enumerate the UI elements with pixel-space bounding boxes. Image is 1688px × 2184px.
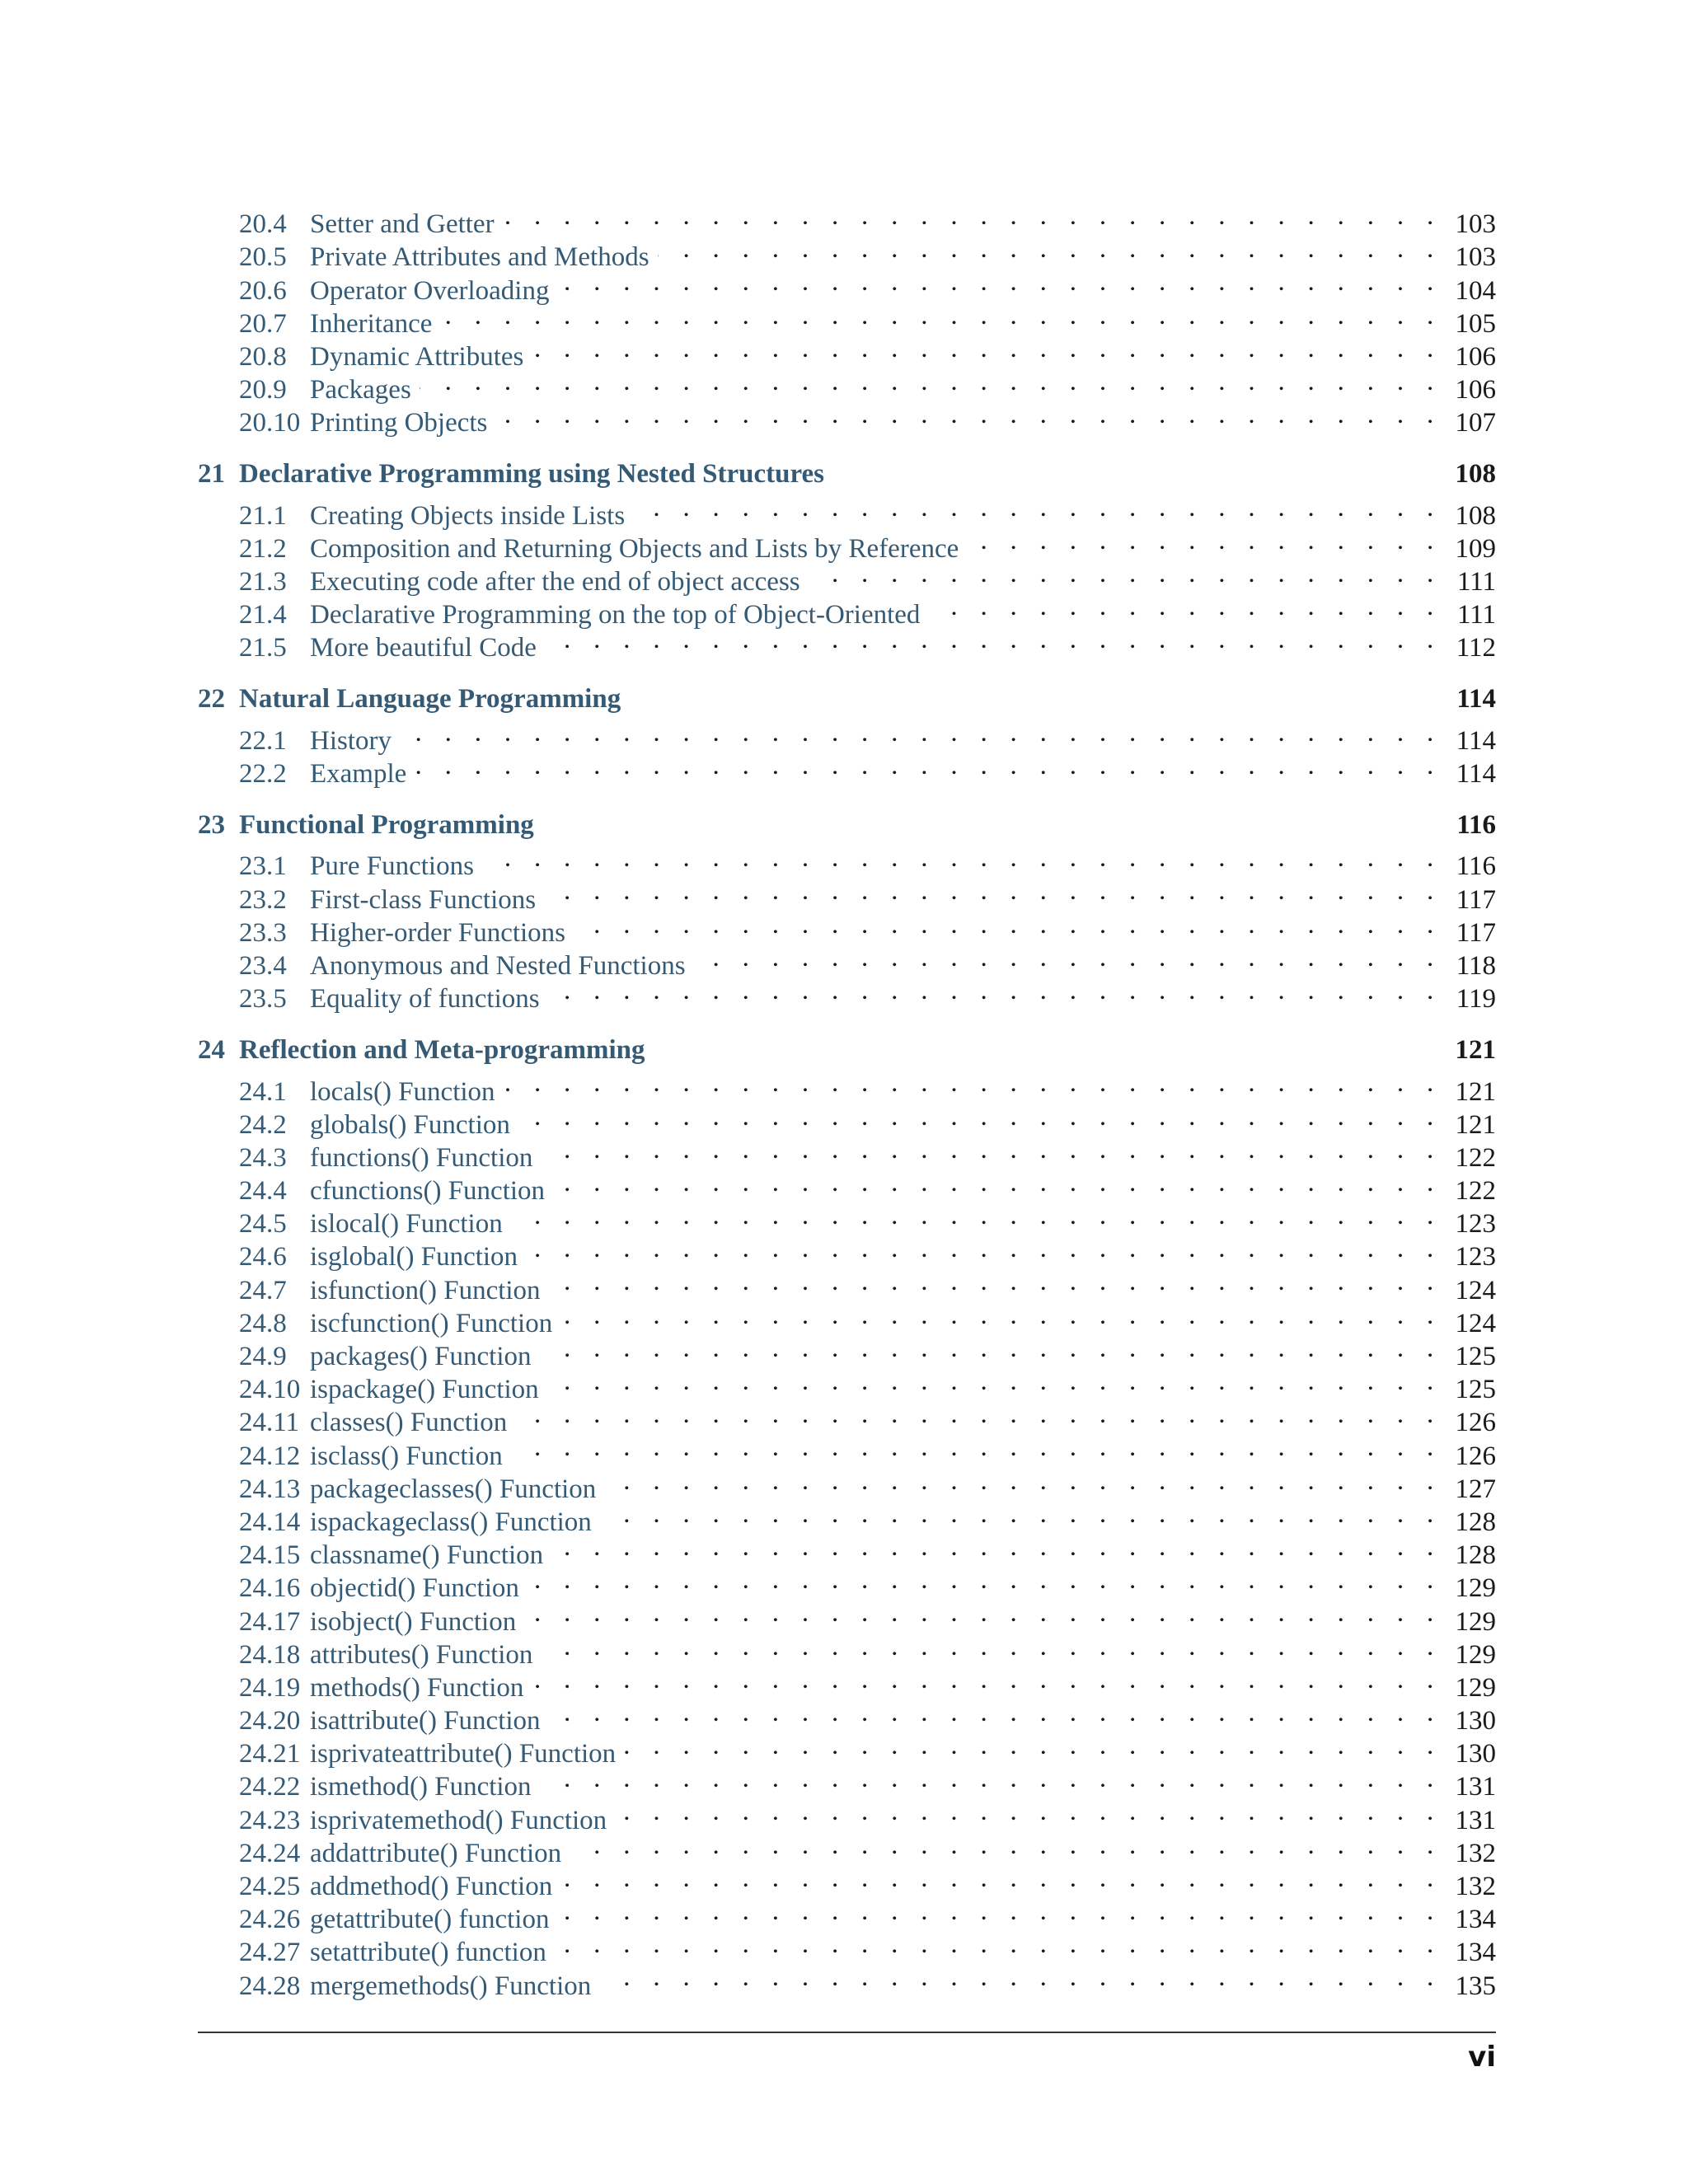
- section-number: 20.6: [239, 275, 287, 306]
- section-page-number: 111: [1456, 567, 1496, 598]
- dot-leader: [482, 841, 1442, 874]
- section-number: 24.6: [239, 1242, 287, 1272]
- section-title-link[interactable]: functions() Function: [310, 1142, 533, 1173]
- section-page-number: 121: [1455, 1076, 1496, 1107]
- dot-leader: [526, 1232, 1442, 1265]
- section-page-number: 112: [1456, 633, 1496, 663]
- section-title-link[interactable]: isclass() Function: [310, 1441, 503, 1471]
- section-title-link[interactable]: Private Attributes and Methods: [310, 242, 649, 273]
- toc-section-entry[interactable]: [198, 1066, 1496, 1107]
- section-number: 24.23: [239, 1805, 301, 1835]
- toc-chapter-entry[interactable]: [198, 682, 1496, 715]
- section-number: 24.21: [239, 1739, 301, 1769]
- toc-chapter: [198, 1033, 1496, 2001]
- section-number: 23.2: [239, 884, 287, 915]
- section-page-number: 129: [1455, 1672, 1496, 1703]
- section-title-link[interactable]: isglobal() Function: [310, 1242, 518, 1272]
- section-title-link[interactable]: isfunction() Function: [310, 1275, 541, 1305]
- section-number: 21.2: [239, 533, 287, 564]
- section-number: 24.1: [239, 1076, 287, 1107]
- toc-chapter: [198, 682, 1496, 789]
- section-number: 24.13: [239, 1474, 301, 1504]
- section-page-number: 128: [1455, 1507, 1496, 1537]
- section-page-number: 108: [1455, 500, 1496, 531]
- section-page-number: 107: [1455, 408, 1496, 438]
- section-number: 20.10: [239, 408, 301, 438]
- section-title-link[interactable]: cfunctions() Function: [310, 1176, 546, 1207]
- chapter-number: 23: [198, 810, 225, 840]
- section-title-link[interactable]: History: [310, 725, 392, 756]
- section-title-link[interactable]: packageclasses() Function: [310, 1474, 597, 1504]
- section-page-number: 119: [1456, 984, 1496, 1015]
- section-title-link[interactable]: More beautiful Code: [310, 633, 537, 663]
- section-number: 24.24: [239, 1838, 301, 1868]
- section-title-link[interactable]: Higher-order Functions: [310, 917, 566, 948]
- section-page-number: 132: [1455, 1838, 1496, 1868]
- section-number: 24.3: [239, 1142, 287, 1173]
- section-page-number: 103: [1455, 242, 1496, 273]
- section-number: 23.1: [239, 851, 287, 882]
- chapter-page-number: 121: [1455, 1035, 1496, 1066]
- toc-section-entry[interactable]: [198, 749, 1496, 789]
- section-number: 20.5: [239, 242, 287, 273]
- section-page-number: 114: [1456, 759, 1496, 789]
- dot-leader: [549, 1696, 1442, 1729]
- dot-leader: [633, 491, 1442, 524]
- section-number: 21.5: [239, 633, 287, 663]
- section-title-link[interactable]: Packages: [310, 375, 411, 405]
- section-number: 24.10: [239, 1375, 301, 1405]
- section-page-number: 132: [1455, 1872, 1496, 1901]
- dot-leader: [549, 1265, 1442, 1298]
- dot-leader: [515, 1398, 1442, 1431]
- chapter-title-link[interactable]: Reflection and Meta-programming: [239, 1035, 645, 1066]
- section-page-number: 114: [1456, 725, 1496, 756]
- section-title-link[interactable]: globals() Function: [310, 1109, 510, 1140]
- section-page-number: 135: [1455, 1971, 1496, 2001]
- section-page-number: 109: [1455, 533, 1496, 564]
- section-number: 24.4: [239, 1176, 287, 1207]
- section-number: 23.5: [239, 984, 287, 1015]
- section-page-number: 131: [1455, 1772, 1496, 1802]
- dot-leader: [551, 1530, 1442, 1563]
- toc-section-entry[interactable]: [198, 491, 1496, 531]
- section-title-link[interactable]: iscfunction() Function: [310, 1308, 553, 1338]
- section-page-number: 134: [1455, 1938, 1496, 1968]
- section-page-number: 129: [1455, 1573, 1496, 1604]
- section-number: 24.5: [239, 1209, 287, 1240]
- section-page-number: 103: [1455, 209, 1496, 240]
- section-number: 24.18: [239, 1639, 301, 1670]
- footer-page-number: vi: [1468, 2041, 1496, 2074]
- chapter-number: 22: [198, 684, 225, 715]
- section-number: 24.11: [239, 1408, 300, 1438]
- dot-leader: [528, 1563, 1442, 1596]
- section-page-number: 121: [1455, 1109, 1496, 1140]
- dot-leader: [928, 590, 1442, 623]
- section-number: 23.3: [239, 917, 287, 948]
- section-title-link[interactable]: Operator Overloading: [310, 275, 550, 306]
- dot-leader: [555, 1928, 1442, 1961]
- section-page-number: 106: [1455, 341, 1496, 372]
- section-title-link[interactable]: isprivatemethod() Function: [310, 1805, 607, 1835]
- section-title-link[interactable]: attributes() Function: [310, 1639, 533, 1670]
- section-title-link[interactable]: Printing Objects: [310, 408, 488, 438]
- dot-leader: [532, 1663, 1442, 1696]
- section-title-link[interactable]: getattribute() function: [310, 1905, 550, 1935]
- section-title-link[interactable]: isattribute() Function: [310, 1706, 541, 1736]
- section-page-number: 123: [1455, 1209, 1496, 1240]
- dot-leader: [504, 1066, 1442, 1099]
- toc-chapter-entry[interactable]: [198, 808, 1496, 841]
- dot-leader: [544, 874, 1442, 907]
- section-title-link[interactable]: setattribute() function: [310, 1938, 546, 1968]
- section-page-number: 125: [1455, 1375, 1496, 1405]
- section-number: 20.8: [239, 341, 287, 372]
- section-number: 24.2: [239, 1109, 287, 1140]
- dot-leader: [615, 1795, 1442, 1828]
- section-number: 21.3: [239, 567, 287, 598]
- chapter-page-number: 116: [1456, 810, 1496, 840]
- dot-leader: [420, 365, 1442, 398]
- dot-leader: [600, 1497, 1442, 1530]
- section-title-link[interactable]: Anonymous and Nested Functions: [310, 950, 686, 981]
- section-title-link[interactable]: objectid() Function: [310, 1573, 519, 1604]
- dot-leader: [658, 232, 1442, 265]
- dot-leader: [541, 1133, 1442, 1166]
- dot-leader: [624, 1729, 1442, 1762]
- section-number: 24.25: [239, 1872, 301, 1901]
- dot-leader: [967, 524, 1442, 557]
- dot-leader: [545, 623, 1442, 656]
- section-number: 22.1: [239, 725, 287, 756]
- section-number: 24.7: [239, 1275, 287, 1305]
- section-page-number: 117: [1456, 884, 1496, 915]
- chapter-page-number: 108: [1455, 459, 1496, 490]
- section-title-link[interactable]: Composition and Returning Objects and Lists by Reference: [310, 533, 959, 564]
- section-number: 24.12: [239, 1441, 301, 1471]
- section-number: 24.28: [239, 1971, 301, 2001]
- dot-leader: [532, 332, 1442, 365]
- section-title-link[interactable]: ispackageclass() Function: [310, 1507, 592, 1537]
- section-number: 24.15: [239, 1540, 301, 1571]
- dot-leader: [518, 1100, 1442, 1133]
- section-page-number: 122: [1455, 1142, 1496, 1173]
- dot-leader: [553, 1166, 1442, 1199]
- section-page-number: 117: [1456, 917, 1496, 948]
- dot-leader: [511, 1431, 1442, 1464]
- section-title-link[interactable]: isprivateattribute() Function: [310, 1739, 617, 1769]
- toc-section-entry[interactable]: [198, 716, 1496, 756]
- section-number: 24.19: [239, 1672, 301, 1703]
- section-number: 24.16: [239, 1573, 301, 1604]
- section-number: 24.9: [239, 1342, 287, 1371]
- toc-chapter-entry[interactable]: [198, 457, 1496, 490]
- toc-chapter-entry[interactable]: [198, 1033, 1496, 1066]
- section-title-link[interactable]: First-class Functions: [310, 884, 537, 915]
- dot-leader: [524, 1596, 1442, 1629]
- section-page-number: 128: [1455, 1540, 1496, 1571]
- section-page-number: 116: [1456, 851, 1496, 882]
- section-page-number: 111: [1456, 600, 1496, 630]
- section-number: 24.22: [239, 1772, 301, 1802]
- section-number: 24.17: [239, 1606, 301, 1637]
- section-page-number: 134: [1455, 1905, 1496, 1935]
- section-page-number: 130: [1455, 1706, 1496, 1736]
- section-page-number: 123: [1455, 1242, 1496, 1272]
- dot-leader: [570, 1829, 1442, 1862]
- table-of-contents: [198, 199, 1496, 2001]
- dot-leader: [560, 1862, 1442, 1895]
- section-title-link[interactable]: isobject() Function: [310, 1606, 517, 1637]
- section-number: 20.4: [239, 209, 287, 240]
- dot-leader: [540, 1332, 1442, 1365]
- dot-leader: [574, 908, 1442, 941]
- dot-leader: [599, 1961, 1442, 1994]
- chapter-title-link[interactable]: Natural Language Programming: [239, 684, 621, 715]
- dot-leader: [415, 749, 1442, 782]
- section-number: 23.4: [239, 950, 287, 981]
- section-title-link[interactable]: classes() Function: [310, 1408, 508, 1438]
- section-title-link[interactable]: addmethod() Function: [310, 1872, 553, 1901]
- section-page-number: 122: [1455, 1176, 1496, 1207]
- section-number: 24.14: [239, 1507, 301, 1537]
- dot-leader: [560, 1299, 1442, 1332]
- section-page-number: 124: [1455, 1308, 1496, 1338]
- section-title-link[interactable]: ispackage() Function: [310, 1375, 539, 1405]
- toc-chapter: [198, 808, 1496, 1015]
- dot-leader: [547, 1365, 1442, 1398]
- dot-leader: [400, 716, 1442, 749]
- section-number: 24.26: [239, 1905, 301, 1935]
- section-page-number: 125: [1455, 1342, 1496, 1371]
- toc-section-entry[interactable]: [198, 199, 1496, 240]
- section-title-link[interactable]: Example: [310, 759, 407, 789]
- section-page-number: 118: [1456, 950, 1496, 981]
- dot-leader: [503, 199, 1442, 232]
- section-page-number: 129: [1455, 1606, 1496, 1637]
- section-number: 24.27: [239, 1938, 301, 1968]
- section-title-link[interactable]: Inheritance: [310, 308, 433, 339]
- section-page-number: 105: [1455, 308, 1496, 339]
- section-number: 24.8: [239, 1308, 287, 1338]
- chapter-title-link[interactable]: Declarative Programming using Nested Structures: [239, 459, 824, 490]
- section-page-number: 104: [1455, 275, 1496, 306]
- section-title-link[interactable]: islocal() Function: [310, 1209, 503, 1240]
- section-title-link[interactable]: addattribute() Function: [310, 1838, 562, 1868]
- section-number: 20.9: [239, 375, 287, 405]
- dot-leader: [540, 1762, 1442, 1795]
- section-title-link[interactable]: Setter and Getter: [310, 209, 495, 240]
- section-number: 24.20: [239, 1706, 301, 1736]
- dot-leader: [511, 1199, 1442, 1232]
- section-number: 20.7: [239, 308, 287, 339]
- dot-leader: [557, 1895, 1442, 1928]
- section-title-link[interactable]: methods() Function: [310, 1672, 524, 1703]
- footer-rule: [198, 2032, 1496, 2033]
- section-title-link[interactable]: Creating Objects inside Lists: [310, 500, 626, 531]
- section-page-number: 126: [1455, 1408, 1496, 1438]
- dot-leader: [604, 1465, 1442, 1497]
- toc-chapter: [198, 199, 1496, 438]
- dot-leader: [495, 398, 1442, 431]
- section-page-number: 127: [1455, 1474, 1496, 1504]
- dot-leader: [541, 1630, 1442, 1663]
- section-number: 21.1: [239, 500, 287, 531]
- section-title-link[interactable]: Executing code after the end of object access: [310, 567, 800, 598]
- section-page-number: 126: [1455, 1441, 1496, 1471]
- section-page-number: 124: [1455, 1275, 1496, 1305]
- section-title-link[interactable]: Equality of functions: [310, 984, 540, 1015]
- dot-leader: [548, 974, 1442, 1007]
- dot-leader: [557, 265, 1442, 298]
- section-title-link[interactable]: Dynamic Attributes: [310, 341, 524, 372]
- section-title-link[interactable]: mergemethods() Function: [310, 1971, 592, 2001]
- section-title-link[interactable]: ismethod() Function: [310, 1772, 532, 1802]
- section-title-link[interactable]: Pure Functions: [310, 851, 474, 882]
- dot-leader: [694, 941, 1442, 974]
- section-number: 21.4: [239, 600, 287, 630]
- section-page-number: 106: [1455, 375, 1496, 405]
- section-title-link[interactable]: packages() Function: [310, 1342, 532, 1371]
- section-page-number: 130: [1455, 1739, 1496, 1769]
- section-title-link[interactable]: Declarative Programming on the top of Object-Oriented: [310, 600, 921, 630]
- chapter-number: 21: [198, 459, 225, 490]
- dot-leader: [440, 299, 1442, 332]
- dot-leader: [809, 557, 1442, 590]
- section-title-link[interactable]: locals() Function: [310, 1076, 495, 1107]
- section-title-link[interactable]: classname() Function: [310, 1540, 544, 1571]
- chapter-title-link[interactable]: Functional Programming: [239, 810, 534, 840]
- section-number: 22.2: [239, 759, 287, 789]
- toc-section-entry[interactable]: [198, 841, 1496, 882]
- chapter-page-number: 114: [1456, 684, 1496, 715]
- toc-chapter: [198, 457, 1496, 663]
- section-page-number: 129: [1455, 1639, 1496, 1670]
- section-page-number: 131: [1455, 1805, 1496, 1835]
- chapter-number: 24: [198, 1035, 225, 1066]
